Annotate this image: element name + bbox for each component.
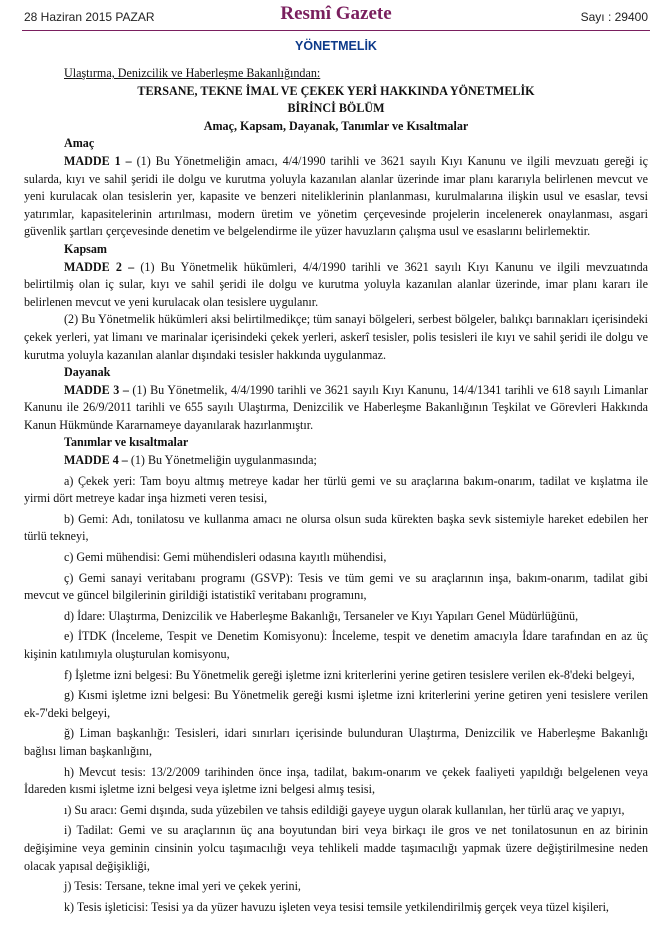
definition-item: b) Gemi: Adı, tonilatosu ve kullanma amacı ne olursa olsun suda kürekten başka sevk sistemiyle hareket edebilen her türlü tekneyi, <box>24 511 648 544</box>
definition-item: j) Tesis: Tersane, tekne imal yeri ve çekek yerini, <box>64 879 301 894</box>
section-title: YÖNETMELİK <box>295 39 377 53</box>
definition-item: f) İşletme izni belgesi: Bu Yönetmelik gereği işletme izni kriterlerini yerine getiren tesislere verilen ek-8'deki belgeyi, <box>64 667 635 682</box>
issue-number: Sayı : 29400 <box>580 10 648 24</box>
ministry-line: Ulaştırma, Denizcilik ve Haberleşme Bakanlığından: <box>64 66 321 80</box>
definition-item: k) Tesis işleticisi: Tesisi ya da yüzer havuzu işleten veya tesisi temsile yetkilendirilmiş gerçek veya tüzel kişileri, <box>64 899 609 914</box>
definition-item: e) İTDK (İnceleme, Tespit ve Denetim Komisyonu): İnceleme, tespit ve denetim amacıyla İdare tarafından en az üç kişinin katılımıyla oluşturulan komisyonu, <box>24 629 648 661</box>
article-4-label: MADDE 4 – <box>64 453 128 468</box>
part-subtitle: Amaç, Kapsam, Dayanak, Tanımlar ve Kısaltmalar <box>203 118 469 133</box>
header-divider <box>22 30 650 31</box>
article-3-label: MADDE 3 – <box>64 382 129 397</box>
definition-item: ç) Gemi sanayi veritabanı programı (GSVP): Tesis ve tüm gemi ve su araçlarının inşa, bakım-onarım, tadilat gibi mevcut ve güncel bilgilerinin girildiği istatistikî veritabanı programını, <box>24 570 648 603</box>
gazette-title: Resmî Gazete <box>280 3 392 24</box>
definition-item: a) Çekek yeri: Tam boyu altmış metreye kadar her türlü gemi ve su araçlarına bakım-onarım, tadilat ve kışlatma ile yirmi dört metreye kadar inşa hizmeti veren tesisi, <box>24 473 648 506</box>
gazette-header <box>24 0 648 30</box>
definition-item: ı) Su aracı: Gemi dışında, suda yüzebilen ve tahsis edildiği gayeye uygun olarak kullanılan, her türlü araç ve yapıyı, <box>64 802 625 817</box>
heading-kapsam: Kapsam <box>64 241 108 256</box>
definition-item: c) Gemi mühendisi: Gemi mühendisleri odasına kayıtlı mühendisi, <box>64 550 387 565</box>
article-3-text: (1) Bu Yönetmelik, 4/4/1990 tarihli ve 3621 sayılı Kıyı Kanunu, 14/4/1341 tarihli ve 618 sayılı Limanlar Kanunu ile 26/9/2011 tarihli ve 655 sayılı Ulaştırma, Denizcilik ve Haberleşme Bakanlığının Teşkilat ve Görevleri Hakkında Kanun Hükmünde Kararnameye dayanılarak hazırlanmıştır. <box>24 382 648 432</box>
heading-dayanak: Dayanak <box>64 365 111 380</box>
heading-amac: Amaç <box>64 136 95 151</box>
part-heading: BİRİNCİ BÖLÜM <box>287 101 385 116</box>
regulation-body <box>24 65 648 916</box>
definition-item: i) Tadilat: Gemi ve su araçlarının üç ana boyutundan biri veya birkaçı ile gros ve net tonilatosunun en az birinin değişimine veya geminin cinsinin yolcu taşımacılığı veya tehlikeli madde taşımacılığı yapmak üzere değiştirilmesine neden olacak yapısal değişikliği, <box>24 823 648 873</box>
header-date: 28 Haziran 2015 PAZAR <box>24 10 155 24</box>
article-4 <box>24 452 648 470</box>
article-2-label: MADDE 2 – <box>64 259 135 274</box>
heading-tanimlar: Tanımlar ve kısaltmalar <box>64 435 189 450</box>
article-2-paragraph-2: (2) Bu Yönetmelik hükümleri aksi belirtilmedikçe; tüm sanayi bölgeleri, serbest bölgeler, balıkçı barınakları içerisindeki çekek yerleri, yat limanı ve marinalar içerisindeki çekek yerleri, askerî tesisler, polis tesisleri ile kıyı ve sahil şeridi ile dolgu ve kurutma yoluyla kazanılan alanlar dışındaki tesisler hakkında uygulanmaz. <box>24 312 648 362</box>
definition-item: g) Kısmi işletme izni belgesi: Bu Yönetmelik gereği kısmi işletme izni kriterlerini yerine getiren yeni tesislere verilen ek-7'deki belgeyi, <box>24 688 648 720</box>
definition-item: ğ) Liman başkanlığı: Tesisleri, idari sınırları içerisinde bulunduran Ulaştırma, Denizcilik ve Haberleşme Bakanlığı bağlısı liman başkanlığını, <box>24 726 648 758</box>
article-2-text-1: (1) Bu Yönetmelik hükümleri, 4/4/1990 tarihli ve 3621 sayılı Kıyı Kanunu ve ilgili mevzuatında belirtilmiş olan iç sular, kıyı ve sahil şeridi ile dolgu ve kurutma yoluyla kazanılan alanlar üzerinde, imar planı kararı ile belirlenen mevcut ve yeni kurulacak olan tesislere uygulanır. <box>24 259 648 309</box>
definition-item: h) Mevcut tesis: 13/2/2009 tarihinden önce inşa, tadilat, bakım-onarım ve çekek faaliyeti yapıldığı belgelenen veya İdareden kısmi işletme izni belgesi veya işletme izni belgesi almış tesisi, <box>24 764 648 797</box>
article-1-label: MADDE 1 – <box>64 153 132 168</box>
article-1 <box>24 153 648 241</box>
definition-item: d) İdare: Ulaştırma, Denizcilik ve Haberleşme Bakanlığı, Tersaneler ve Kıyı Yapıları Genel Müdürlüğünü, <box>64 608 579 623</box>
document-title: TERSANE, TEKNE İMAL VE ÇEKEK YERİ HAKKINDA YÖNETMELİK <box>137 83 535 98</box>
article-4-intro: (1) Bu Yönetmeliğin uygulanmasında; <box>127 453 317 468</box>
article-2 <box>24 259 648 312</box>
article-3 <box>24 382 648 435</box>
article-1-text: (1) Bu Yönetmeliğin amacı, 4/4/1990 tarihli ve 3621 sayılı Kıyı Kanunu ve ilgili mevzuatı gereği iç sularda, kıyı ve sahil şeridi ile dolgu ve kurutma yoluyla kazanılan alanlar üzerinde imar planı kararıyla belirlenen mevcut ve yeni kurulacak olan tesislerin yer, kapasite ve benzeri niteliklerinin planlanması, kurulmalarına ilişkin usul ve esaslar, tevsi yatırımlar, kapasitelerinin artırılması, modern üretim ve yönetim çerçevesinde projelerin incelenerek onaylanması, asgari güvenlik şartları çerçevesinde denetim ve belgelendirme ile yüzer havuzların çalışma usul ve esaslarını belirlemektir. <box>24 153 648 239</box>
